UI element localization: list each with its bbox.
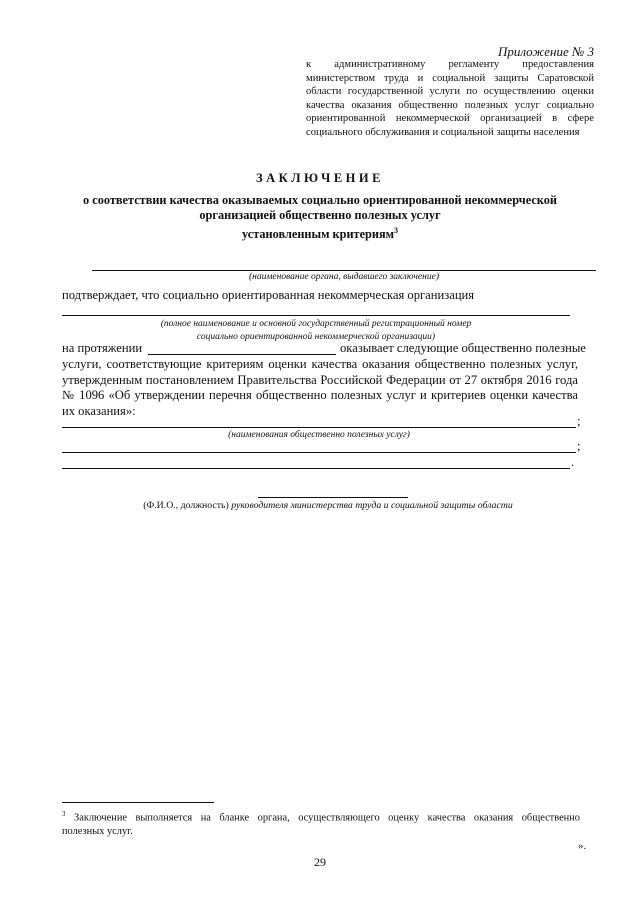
- during-prefix: на протяжении: [62, 341, 143, 355]
- subtitle-line: организацией общественно полезных услуг: [199, 208, 441, 223]
- footnote-line: [62, 808, 580, 825]
- appendix-reference-line: к административному регламенту предоставления: [306, 59, 594, 70]
- services-caption: (наименования общественно полезных услуг): [228, 430, 410, 440]
- organization-fill-line: [62, 315, 570, 316]
- appendix-reference-line: социального обслуживания и социальной защиты населения: [306, 126, 580, 138]
- signatory-caption-rest: руководителя министерства труда и социальной защиты области: [228, 500, 513, 511]
- semicolon: ;: [577, 414, 581, 428]
- footnote: [62, 808, 580, 838]
- signature-fill-line: [258, 497, 408, 498]
- subtitle-line: [60, 223, 580, 242]
- paragraph-line: услуги, соответствующие критериям оценки качества оказания общественно полезных услуг,: [62, 357, 578, 371]
- signatory-caption: [62, 500, 594, 511]
- organization-caption-line: (полное наименование и основной государственный регистрационный номер: [160, 319, 472, 329]
- footnote-number: 3: [62, 810, 66, 818]
- appendix-reference-line: министерством труда и социальной защиты Саратовской: [306, 72, 594, 84]
- appendix-reference-line: качества оказания общественно полезных услуг социально: [306, 99, 594, 111]
- organization-caption-line: социально ориентированной некоммерческой организации): [196, 331, 436, 342]
- document-subtitle: [60, 193, 580, 243]
- paragraph-line: № 1096 «Об утверждении перечня общественно полезных услуг и критериев оценки качества: [62, 388, 578, 403]
- services-fill-line-3: [62, 468, 570, 469]
- issuer-caption: (наименование органа, выдавшего заключение): [248, 272, 439, 282]
- confirms-text: подтверждает, что социально ориентированная некоммерческая организация: [62, 288, 475, 302]
- issuer-fill-line: [92, 270, 596, 271]
- paragraph-line: утвержденным постановлением Правительства Российской Федерации от 27 октября 2016 года: [62, 372, 578, 387]
- period: .: [571, 455, 575, 469]
- footnote-reference: 3: [394, 226, 398, 236]
- semicolon: ;: [577, 439, 581, 453]
- closing-quote: ».: [578, 840, 587, 852]
- appendix-reference-line: ориентированной некоммерческой организацией в сфере: [306, 113, 594, 125]
- organization-caption: [62, 318, 570, 343]
- footnote-separator: [62, 802, 214, 803]
- footnote-text: Заключение выполняется на бланке органа, осуществляющего оценку качества оказания общественно: [65, 812, 580, 824]
- appendix-reference: [306, 58, 594, 140]
- services-fill-line-2: [62, 452, 576, 453]
- paragraph-line: их оказания»:: [62, 403, 136, 418]
- page-number: 29: [314, 855, 326, 869]
- criteria-paragraph: [62, 357, 578, 419]
- services-fill-line-1: [62, 427, 576, 428]
- subtitle-line: о соответствии качества оказываемых социально ориентированной некоммерческой: [83, 193, 557, 207]
- period-fill-line: [148, 354, 336, 355]
- appendix-title: Приложение № 3: [497, 44, 594, 59]
- footnote-line: полезных услуг.: [62, 825, 133, 837]
- document-title: ЗАКЛЮЧЕНИЕ: [256, 171, 384, 185]
- during-suffix: оказывает следующие общественно полезные: [340, 341, 586, 355]
- signatory-caption-prefix: (Ф.И.О., должность): [143, 500, 229, 511]
- appendix-reference-line: области государственной услуги по осуществлению оценки: [306, 86, 594, 98]
- subtitle-text: установленным критериям: [241, 227, 394, 242]
